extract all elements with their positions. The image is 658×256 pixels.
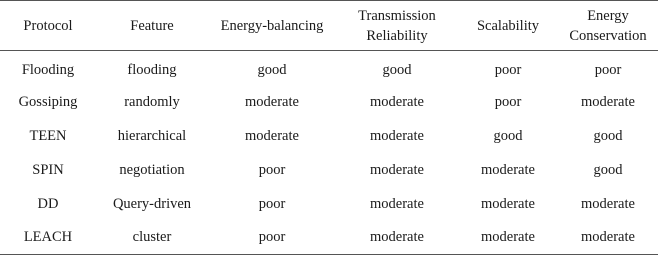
table-row: [0, 221, 658, 255]
table-header: [0, 1, 658, 51]
header-transmission-reliability: Transmission Reliability: [336, 1, 458, 51]
cell-energy-balancing: good: [257, 61, 287, 78]
cell-protocol: LEACH: [0, 221, 96, 255]
table-row: [0, 153, 658, 187]
cell-energy-balancing: moderate: [245, 127, 299, 144]
cell-energy-balancing: poor: [258, 161, 286, 178]
header-row: [0, 1, 658, 51]
cell-protocol: DD: [37, 195, 59, 212]
header-energy-balancing: Energy-balancing: [208, 1, 336, 51]
cell-energy-conservation: moderate: [581, 195, 635, 212]
cell-feature: Query-driven: [112, 195, 192, 212]
cell-energy-balancing: poor: [258, 195, 286, 212]
header-scalability: Scalability: [458, 1, 558, 51]
header-energy-conservation: Energy Conservation: [558, 1, 658, 51]
cell-energy-conservation: moderate: [558, 221, 658, 255]
cell-feature: hierarchical: [117, 127, 187, 144]
cell-protocol: TEEN: [29, 127, 67, 144]
cell-energy-conservation: moderate: [581, 93, 635, 110]
cell-transmission-reliability: moderate: [336, 221, 458, 255]
cell-protocol: Gossiping: [18, 93, 78, 110]
cell-transmission-reliability: moderate: [370, 93, 424, 110]
cell-feature: randomly: [124, 93, 180, 110]
cell-scalability: moderate: [481, 195, 535, 212]
table-row: [0, 51, 658, 85]
cell-scalability: moderate: [458, 221, 558, 255]
cell-energy-conservation: good: [593, 161, 623, 178]
cell-energy-balancing: poor: [208, 221, 336, 255]
cell-scalability: poor: [494, 93, 522, 110]
cell-protocol: Flooding: [21, 61, 75, 78]
cell-energy-balancing: moderate: [245, 93, 299, 110]
cell-transmission-reliability: moderate: [370, 195, 424, 212]
table-body: [0, 51, 658, 255]
cell-feature: flooding: [127, 61, 177, 78]
cell-energy-conservation: poor: [594, 61, 622, 78]
cell-feature: negotiation: [119, 161, 185, 178]
header-feature: Feature: [96, 1, 208, 51]
cell-scalability: moderate: [481, 161, 535, 178]
cell-transmission-reliability: moderate: [370, 127, 424, 144]
cell-scalability: good: [493, 127, 523, 144]
table-row: [0, 119, 658, 153]
table-row: [0, 85, 658, 119]
cell-protocol: SPIN: [32, 161, 64, 178]
cell-scalability: poor: [494, 61, 522, 78]
cell-transmission-reliability: good: [382, 61, 412, 78]
table-row: [0, 187, 658, 221]
cell-transmission-reliability: moderate: [370, 161, 424, 178]
cell-energy-conservation: good: [593, 127, 623, 144]
cell-feature: cluster: [96, 221, 208, 255]
header-protocol: Protocol: [0, 1, 96, 51]
